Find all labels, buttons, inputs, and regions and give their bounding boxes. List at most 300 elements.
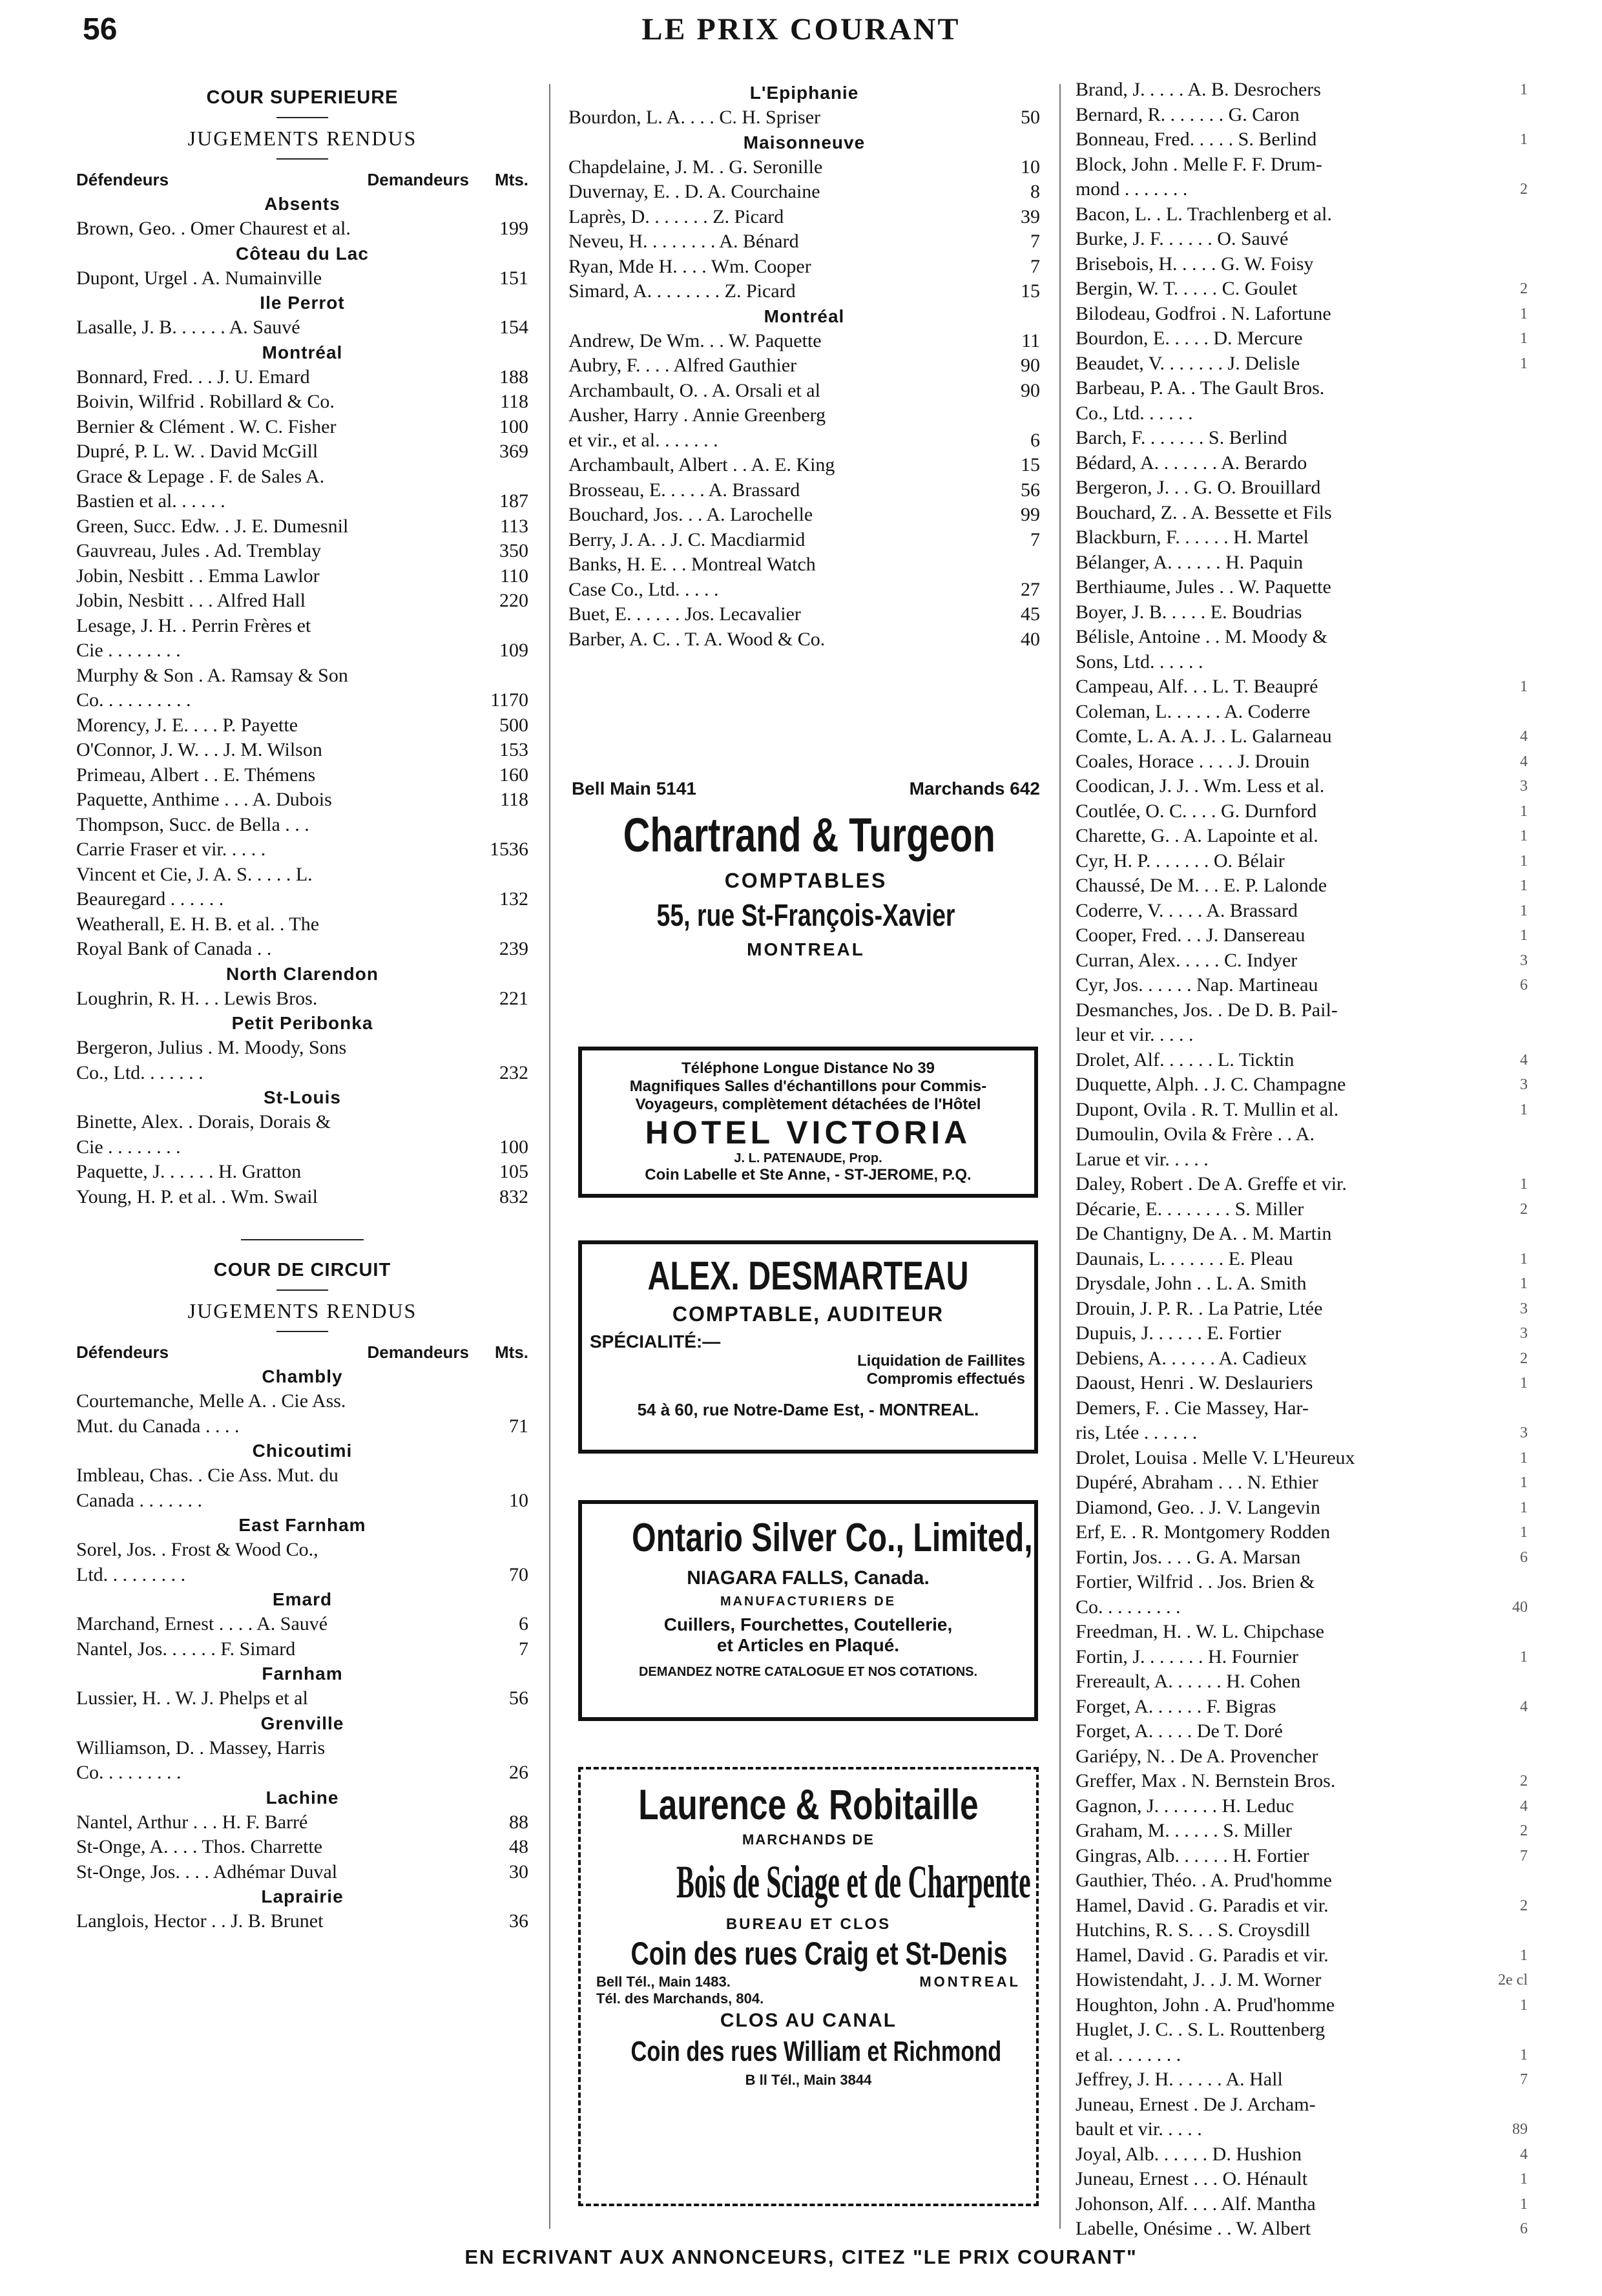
judgment-row xyxy=(76,1686,528,1711)
judgment-row xyxy=(1076,1520,1528,1545)
judgment-parties: Co., Ltd. . . . . . xyxy=(1076,402,1193,424)
judgment-parties: Blackburn, F. . . . . . H. Martel xyxy=(1076,527,1309,548)
judgment-row xyxy=(1076,1023,1528,1048)
ad-role: MARCHANDS DE xyxy=(742,1832,875,1848)
judgment-parties: Archambault, O. . A. Orsali et al xyxy=(568,379,820,401)
judgment-parties: Daunais, L. . . . . . . E. Pleau xyxy=(1076,1247,1293,1269)
ad-phone: B ll Tél., Main 3844 xyxy=(745,2072,872,2088)
judgment-amount: 4 xyxy=(1520,2145,1528,2163)
judgment-row xyxy=(1076,1943,1528,1968)
judgment-row xyxy=(1076,2167,1528,2192)
judgment-amount: 2 xyxy=(1520,1897,1528,1914)
judgment-amount: 50 xyxy=(1021,107,1040,128)
judgment-list xyxy=(1076,78,1528,2242)
judgment-row xyxy=(76,738,528,763)
judgment-amount: 30 xyxy=(509,1861,528,1883)
judgment-amount: 100 xyxy=(499,415,528,437)
locality-heading: Montréal xyxy=(262,342,343,362)
judgment-row xyxy=(568,478,1040,503)
judgment-row xyxy=(1076,1222,1528,1247)
judgment-row xyxy=(76,713,528,738)
judgment-amount: 2 xyxy=(1520,1822,1528,1839)
judgment-row xyxy=(1076,749,1528,775)
judgment-amount: 3 xyxy=(1520,1076,1528,1093)
judgment-row xyxy=(1076,326,1528,351)
judgment-amount: 1 xyxy=(1520,1275,1528,1292)
judgment-parties: Coodican, J. J. . Wm. Less et al. xyxy=(1076,775,1325,797)
ad-phone-row xyxy=(572,778,1040,799)
judgment-parties: Brosseau, E. . . . . A. Brassard xyxy=(568,479,800,501)
judgment-row xyxy=(76,1538,528,1563)
judgment-row xyxy=(1076,302,1528,327)
judgment-parties: Dupré, P. L. W. . David McGill xyxy=(76,441,318,462)
judgment-row xyxy=(76,514,528,539)
judgment-parties: Huglet, J. C. . S. L. Routtenberg xyxy=(1076,2019,1326,2040)
judgment-parties: Marchand, Ernest . . . . A. Sauvé xyxy=(76,1613,328,1634)
judgment-row xyxy=(1076,700,1528,725)
judgment-amount: 132 xyxy=(499,888,528,910)
judgment-row xyxy=(76,1160,528,1185)
header-defendeurs: Défendeurs xyxy=(76,1342,169,1362)
judgment-amount: 1170 xyxy=(490,689,528,711)
judgment-amount: 1 xyxy=(1520,355,1528,372)
judgment-row xyxy=(76,986,528,1012)
judgment-row xyxy=(76,365,528,390)
judgment-parties: Charette, G. . A. Lapointe et al. xyxy=(1076,825,1318,846)
judgment-row xyxy=(568,403,1040,428)
judgment-row xyxy=(76,1463,528,1488)
divider-rule xyxy=(276,117,328,118)
judgment-parties: Carrie Fraser et vir. . . . . xyxy=(76,839,266,860)
locality-heading: Côteau du Lac xyxy=(236,243,369,264)
judgment-row xyxy=(1076,525,1528,550)
judgment-row xyxy=(1076,1794,1528,1819)
judgment-row xyxy=(1076,2018,1528,2043)
judgment-row xyxy=(76,1860,528,1885)
judgment-amount: 1 xyxy=(1520,1996,1528,2014)
judgment-parties: bault et vir. . . . . xyxy=(1076,2118,1202,2140)
judgment-parties: Grace & Lepage . F. de Sales A. xyxy=(76,465,325,487)
judgment-amount: 1 xyxy=(1520,828,1528,844)
judgment-row xyxy=(1076,973,1528,998)
judgment-amount: 7 xyxy=(1520,2071,1528,2088)
judgment-list xyxy=(76,1364,528,1934)
judgment-parties: Lussier, H. . W. J. Phelps et al xyxy=(76,1687,308,1709)
divider-rule xyxy=(276,1331,328,1332)
judgment-row xyxy=(1076,674,1528,700)
ad-speciality: SPÉCIALITÉ:— xyxy=(590,1331,721,1352)
judgment-amount: 1 xyxy=(1520,131,1528,148)
judgment-row xyxy=(76,614,528,639)
judgment-amount: 118 xyxy=(500,789,528,810)
court-heading: COUR SUPERIEURE xyxy=(206,87,399,108)
judgment-amount: 71 xyxy=(509,1415,528,1437)
judgment-amount: 7 xyxy=(1520,1847,1528,1864)
judgment-parties: Bernier & Clément . W. C. Fisher xyxy=(76,415,337,437)
judgment-parties: Green, Succ. Edw. . J. E. Dumesnil xyxy=(76,515,349,537)
judgment-row xyxy=(76,415,528,440)
judgment-row xyxy=(76,1810,528,1835)
judgment-amount: 10 xyxy=(1021,156,1040,178)
judgment-amount: 109 xyxy=(499,640,528,661)
judgment-parties: Mut. du Canada . . . . xyxy=(76,1415,240,1437)
judgment-parties: Freedman, H. . W. L. Chipchase xyxy=(1076,1621,1324,1642)
judgment-row xyxy=(76,1909,528,1934)
judgment-parties: Graham, M. . . . . . S. Miller xyxy=(1076,1820,1292,1841)
judgment-row xyxy=(568,279,1040,304)
ad-firm-name: Ontario Silver Co., Limited, xyxy=(632,1516,1033,1560)
judgment-amount: 36 xyxy=(509,1910,528,1932)
judgment-row xyxy=(1076,1968,1528,1993)
judgment-amount: 7 xyxy=(1030,255,1040,277)
judgment-parties: Hamel, David . G. Paradis et vir. xyxy=(1076,1944,1329,1966)
judgment-parties: Case Co., Ltd. . . . . xyxy=(568,578,719,600)
ad-line: Voyageurs, complètement détachées de l'Hôtel xyxy=(635,1096,981,1113)
judgment-parties: Co., Ltd. . . . . . . xyxy=(76,1061,203,1083)
judgment-row xyxy=(1076,501,1528,526)
judgment-row xyxy=(568,428,1040,454)
judgment-row xyxy=(1076,1620,1528,1645)
judgment-row xyxy=(76,1110,528,1135)
judgment-row xyxy=(1076,2043,1528,2068)
judgment-row xyxy=(76,912,528,937)
judgment-row xyxy=(1076,2067,1528,2092)
judgment-amount: 11 xyxy=(1021,329,1040,351)
judgment-parties: Frereault, A. . . . . . H. Cohen xyxy=(1076,1671,1301,1692)
judgment-parties: Imbleau, Chas. . Cie Ass. Mut. du xyxy=(76,1465,338,1486)
judgment-row xyxy=(76,439,528,464)
judgment-parties: Binette, Alex. . Dorais, Dorais & xyxy=(76,1111,331,1132)
judgment-parties: Forget, A. . . . . De T. Doré xyxy=(1076,1720,1283,1742)
column-right xyxy=(1076,78,1528,2242)
judgment-row xyxy=(1076,1545,1528,1571)
judgment-parties: et al. . . . . . . . xyxy=(1076,2043,1181,2065)
judgment-parties: Johonson, Alf. . . . Alf. Mantha xyxy=(1076,2193,1316,2215)
locality-heading: Lachine xyxy=(265,1787,339,1808)
judgment-row xyxy=(1076,1645,1528,1670)
judgment-parties: Archambault, Albert . . A. E. King xyxy=(568,454,835,475)
judgment-parties: Sorel, Jos. . Frost & Wood Co., xyxy=(76,1539,318,1560)
ad-address: 54 à 60, rue Notre-Dame Est, - MONTREAL. xyxy=(637,1400,979,1419)
judgment-row xyxy=(76,937,528,962)
ad-firm-name: Chartrand & Turgeon xyxy=(623,808,995,862)
judgment-row xyxy=(568,602,1040,627)
locality-heading: Ile Perrot xyxy=(260,293,345,313)
judgment-parties: Dupont, Ovila . R. T. Mullin et al. xyxy=(1076,1098,1339,1120)
judgment-amount: 56 xyxy=(509,1687,528,1709)
judgment-amount: 40 xyxy=(1021,628,1040,650)
judgment-row xyxy=(1076,1446,1528,1471)
judgment-amount: 6 xyxy=(1030,429,1040,451)
locality-heading: Grenville xyxy=(260,1713,344,1733)
judgment-parties: Nantel, Arthur . . . H. F. Barré xyxy=(76,1811,308,1833)
ad-hotel-name: HOTEL VICTORIA xyxy=(645,1114,972,1151)
judgment-row xyxy=(76,688,528,713)
ad-corner: Coin des rues Craig et St-Denis xyxy=(630,1936,1008,1972)
judgment-parties: Neveu, H. . . . . . . . A. Bénard xyxy=(568,231,799,252)
judgment-row xyxy=(1076,600,1528,625)
judgment-row xyxy=(1076,376,1528,401)
judgment-row xyxy=(1076,873,1528,899)
judgment-row xyxy=(76,813,528,838)
judgment-row xyxy=(568,353,1040,379)
divider-rule xyxy=(276,158,328,160)
judgment-row xyxy=(1076,1271,1528,1297)
ad-ontario-silver xyxy=(578,1500,1038,1721)
judgment-amount: 2 xyxy=(1520,1200,1528,1218)
judgment-amount: 1 xyxy=(1520,2195,1528,2213)
judgment-row xyxy=(1076,202,1528,227)
judgment-parties: Royal Bank of Canada . . xyxy=(76,938,272,959)
judgment-amount: 832 xyxy=(499,1185,528,1207)
judgment-parties: Gagnon, J. . . . . . . H. Leduc xyxy=(1076,1795,1295,1817)
judgment-parties: Daoust, Henri . W. Deslauriers xyxy=(1076,1372,1313,1393)
judgment-parties: O'Connor, J. W. . . J. M. Wilson xyxy=(76,739,322,760)
judgment-parties: Juneau, Ernest . De J. Archam- xyxy=(1076,2093,1316,2115)
judgment-row xyxy=(568,453,1040,478)
ad-hotel-victoria xyxy=(578,1047,1038,1198)
judgment-amount: 1 xyxy=(1520,1499,1528,1516)
judgment-parties: Erf, E. . R. Montgomery Rodden xyxy=(1076,1521,1331,1543)
judgment-parties: Courtemanche, Melle A. . Cie Ass. xyxy=(76,1390,346,1412)
judgment-parties: Brisebois, H. . . . . G. W. Foisy xyxy=(1076,253,1314,275)
judgment-row xyxy=(1076,1371,1528,1396)
page-header xyxy=(0,5,1602,56)
judgment-row xyxy=(1076,1918,1528,1943)
judgment-parties: Berthiaume, Jules . . W. Paquette xyxy=(1076,576,1331,598)
judgment-row xyxy=(568,255,1040,280)
judgment-parties: Bonneau, Fred. . . . . S. Berlind xyxy=(1076,129,1317,150)
judgment-row xyxy=(568,578,1040,603)
judgment-parties: Hutchins, R. S. . . S. Croysdill xyxy=(1076,1919,1311,1941)
ad-sub: BUREAU ET CLOS xyxy=(725,1915,891,1933)
column-headers xyxy=(76,167,528,192)
ad-marchands-phone: Marchands 642 xyxy=(909,778,1040,798)
judgment-parties: Desmanches, Jos. . De D. B. Pail- xyxy=(1076,999,1338,1021)
judgment-amount: 1 xyxy=(1520,902,1528,919)
ad-firm-name: Laurence & Robitaille xyxy=(638,1780,979,1828)
ad-canal: CLOS AU CANAL xyxy=(720,2010,897,2031)
judgment-parties: Simard, A. . . . . . . . Z. Picard xyxy=(568,280,796,302)
judgment-parties: Morency, J. E. . . . P. Payette xyxy=(76,714,298,736)
judgment-parties: Gauthier, Théo. . A. Prud'homme xyxy=(1076,1870,1332,1891)
judgment-parties: Labelle, Onésime . . W. Albert xyxy=(1076,2218,1311,2239)
judgment-parties: Williamson, D. . Massey, Harris xyxy=(76,1737,326,1759)
judgment-row xyxy=(76,1061,528,1086)
judgment-row xyxy=(1076,849,1528,874)
judgment-parties: Barbeau, P. A. . The Gault Bros. xyxy=(1076,377,1325,399)
judgment-amount: 4 xyxy=(1520,1797,1528,1815)
judgment-parties: Curran, Alex. . . . . C. Indyer xyxy=(1076,949,1298,971)
judgment-parties: Lasalle, J. B. . . . . . A. Sauvé xyxy=(76,317,300,338)
judgment-row xyxy=(76,1389,528,1414)
judgment-row xyxy=(568,552,1040,578)
judgment-row xyxy=(568,205,1040,230)
judgment-amount: 500 xyxy=(499,714,528,736)
judgment-parties: Coales, Horace . . . . J. Drouin xyxy=(1076,750,1310,772)
judgment-amount: 1 xyxy=(1520,2171,1528,2187)
judgment-parties: Gauvreau, Jules . Ad. Tremblay xyxy=(76,540,322,561)
judgment-parties: Co. . . . . . . . . xyxy=(1076,1596,1181,1618)
judgment-amount: 2 xyxy=(1520,1773,1528,1790)
ad-phone: Tél. des Marchands, 804. xyxy=(596,1990,764,2007)
judgment-row xyxy=(1076,1122,1528,1147)
judgment-parties: Cyr, Jos. . . . . . Nap. Martineau xyxy=(1076,974,1318,996)
judgment-row xyxy=(76,464,528,490)
judgment-parties: Burke, J. F. . . . . . O. Sauvé xyxy=(1076,228,1289,249)
judgment-parties: Jeffrey, J. H. . . . . . A. Hall xyxy=(1076,2069,1283,2090)
locality-heading: Petit Peribonka xyxy=(231,1013,373,1033)
judgment-row xyxy=(76,763,528,788)
judgment-amount: 48 xyxy=(509,1836,528,1857)
judgment-parties: Dupuis, J. . . . . . E. Fortier xyxy=(1076,1322,1282,1344)
judgment-row xyxy=(568,155,1040,180)
judgment-parties: Block, John . Melle F. F. Drum- xyxy=(1076,153,1322,175)
judgment-amount: 350 xyxy=(499,540,528,561)
ad-laurence-robitaille xyxy=(578,1767,1039,2206)
judgment-row xyxy=(1076,1496,1528,1521)
judgment-row xyxy=(76,862,528,888)
judgment-row xyxy=(1076,177,1528,202)
judgment-row xyxy=(1076,451,1528,476)
judgment-amount: 100 xyxy=(499,1136,528,1158)
judgment-row xyxy=(1076,2117,1528,2142)
judgment-parties: Joyal, Alb. . . . . . D. Hushion xyxy=(1076,2143,1302,2165)
locality-heading: Absents xyxy=(264,194,340,214)
judgment-parties: Barch, F. . . . . . . S. Berlind xyxy=(1076,427,1287,448)
judgment-parties: Bélisle, Antoine . . M. Moody & xyxy=(1076,626,1327,647)
judgment-amount: 6 xyxy=(1520,2220,1528,2237)
judgment-parties: Dupont, Urgel . A. Numainville xyxy=(76,267,322,289)
judgment-amount: 151 xyxy=(499,267,528,289)
judgment-parties: Banks, H. E. . . Montreal Watch xyxy=(568,554,816,575)
judgment-parties: Drolet, Alf. . . . . . L. Ticktin xyxy=(1076,1049,1295,1070)
judgment-row xyxy=(1076,1844,1528,1869)
judgment-amount: 3 xyxy=(1520,952,1528,969)
ad-city: MONTREAL xyxy=(747,939,865,959)
header-montants: Mts. xyxy=(495,1342,528,1362)
judgment-parties: Andrew, De Wm. . . W. Paquette xyxy=(568,329,822,351)
locality-heading: Chambly xyxy=(262,1366,343,1386)
judgment-row xyxy=(76,539,528,564)
judgment-parties: Thompson, Succ. de Bella . . . xyxy=(76,813,309,835)
judgment-parties: Sons, Ltd. . . . . . xyxy=(1076,651,1203,673)
ad-phone-row xyxy=(581,1974,1036,1990)
judgment-amount: 113 xyxy=(500,515,528,537)
ad-role: MANUFACTURIERS DE xyxy=(720,1594,897,1609)
judgment-row xyxy=(1076,1321,1528,1346)
judgment-parties: Bourdon, E. . . . . D. Mercure xyxy=(1076,328,1303,349)
judgment-row xyxy=(1076,899,1528,924)
judgment-row xyxy=(1076,1868,1528,1894)
judgment-parties: Cyr, H. P. . . . . . . O. Bélair xyxy=(1076,850,1285,871)
judgment-parties: Beauregard . . . . . . xyxy=(76,888,224,910)
judgment-parties: Berry, J. A. . J. C. Macdiarmid xyxy=(568,528,806,550)
judgment-row xyxy=(1076,998,1528,1023)
judgment-parties: Ltd. . . . . . . . . xyxy=(76,1563,186,1585)
judgment-parties: Bouchard, Z. . A. Bessette et Fils xyxy=(1076,501,1332,523)
judgment-amount: 369 xyxy=(499,441,528,462)
ad-line: Téléphone Longue Distance No 39 xyxy=(681,1059,935,1077)
judgment-row xyxy=(1076,1769,1528,1794)
ad-bell-phone: Bell Main 5141 xyxy=(572,778,696,798)
page-title: LE PRIX COURANT xyxy=(641,12,961,47)
judgment-row xyxy=(1076,1421,1528,1446)
judgment-row xyxy=(1076,351,1528,377)
judgment-amount: 105 xyxy=(499,1161,528,1182)
judgment-row xyxy=(1076,252,1528,277)
header-demandeurs: Demandeurs xyxy=(367,170,469,189)
judgment-row xyxy=(568,105,1040,130)
judgment-row xyxy=(1076,774,1528,799)
judgment-row xyxy=(1076,1346,1528,1372)
judgment-parties: Bourdon, L. A. . . . C. H. Spriser xyxy=(568,107,820,128)
judgment-parties: Décarie, E. . . . . . . . S. Miller xyxy=(1076,1198,1304,1220)
judgment-parties: Young, H. P. et al. . Wm. Swail xyxy=(76,1185,318,1207)
judgment-row xyxy=(1076,724,1528,749)
ad-proprietor: J. L. PATENAUDE, Prop. xyxy=(734,1151,882,1165)
judgment-parties: Diamond, Geo. . J. V. Langevin xyxy=(1076,1496,1320,1518)
judgment-row xyxy=(1076,426,1528,451)
judgment-parties: Aubry, F. . . . Alfred Gauthier xyxy=(568,355,797,376)
judgment-row xyxy=(76,589,528,614)
judgment-parties: Paquette, Anthime . . . A. Dubois xyxy=(76,789,332,810)
judgment-parties: Ryan, Mde H. . . . Wm. Cooper xyxy=(568,255,811,277)
judgment-parties: Chapdelaine, J. M. . G. Seronille xyxy=(568,156,823,178)
judgment-amount: 70 xyxy=(509,1563,528,1585)
judgment-row xyxy=(76,1488,528,1514)
page-footer: EN ECRIVANT AUX ANNONCEURS, CITEZ "LE PRIX COURANT" xyxy=(464,2246,1138,2268)
judgment-row xyxy=(1076,152,1528,178)
ad-line: Cuillers, Fourchettes, Coutellerie, xyxy=(663,1614,953,1634)
judgment-row xyxy=(1076,1744,1528,1769)
judgment-amount: 6 xyxy=(519,1613,528,1634)
judgment-amount: 1 xyxy=(1520,1176,1528,1193)
judgment-row xyxy=(76,1736,528,1761)
ad-phone: Bell Tél., Main 1483. xyxy=(596,1974,731,1990)
judgment-row xyxy=(76,837,528,862)
header-montants: Mts. xyxy=(495,170,528,189)
page-number: 56 xyxy=(83,12,118,47)
judgment-row xyxy=(1076,2192,1528,2217)
judgment-parties: Drysdale, John . . L. A. Smith xyxy=(1076,1273,1307,1294)
judgment-row xyxy=(1076,1247,1528,1272)
judgment-parties: Bédard, A. . . . . . . A. Berardo xyxy=(1076,452,1307,474)
column-headers xyxy=(76,1340,528,1364)
judgment-row xyxy=(1076,948,1528,974)
judgment-row xyxy=(568,528,1040,553)
judgment-parties: Greffer, Max . N. Bernstein Bros. xyxy=(1076,1770,1336,1791)
judgment-parties: Jobin, Nesbitt . . . Alfred Hall xyxy=(76,590,306,611)
judgment-amount: 1 xyxy=(1520,1101,1528,1118)
judgment-row xyxy=(76,315,528,340)
judgment-parties: St-Onge, Jos. . . . Adhémar Duval xyxy=(76,1861,338,1883)
judgment-row xyxy=(1076,550,1528,576)
judgment-parties: Campeau, Alf. . . L. T. Beaupré xyxy=(1076,676,1318,697)
judgment-amount: 99 xyxy=(1021,504,1040,525)
judgment-parties: Forget, A. . . . . . F. Bigras xyxy=(1076,1695,1276,1717)
judgment-row xyxy=(76,489,528,514)
judgment-parties: Ausher, Harry . Annie Greenberg xyxy=(568,404,826,426)
judgment-amount: 6 xyxy=(1520,977,1528,994)
judgment-parties: Nantel, Jos. . . . . . F. Simard xyxy=(76,1638,296,1660)
column-left xyxy=(76,81,528,1934)
column-middle xyxy=(568,81,1040,652)
ad-firm-role: COMPTABLE, AUDITEUR xyxy=(672,1302,944,1326)
judgment-row xyxy=(76,1185,528,1210)
judgment-amount: 1 xyxy=(1520,1250,1528,1268)
judgment-amount: 2 xyxy=(1520,1350,1528,1367)
